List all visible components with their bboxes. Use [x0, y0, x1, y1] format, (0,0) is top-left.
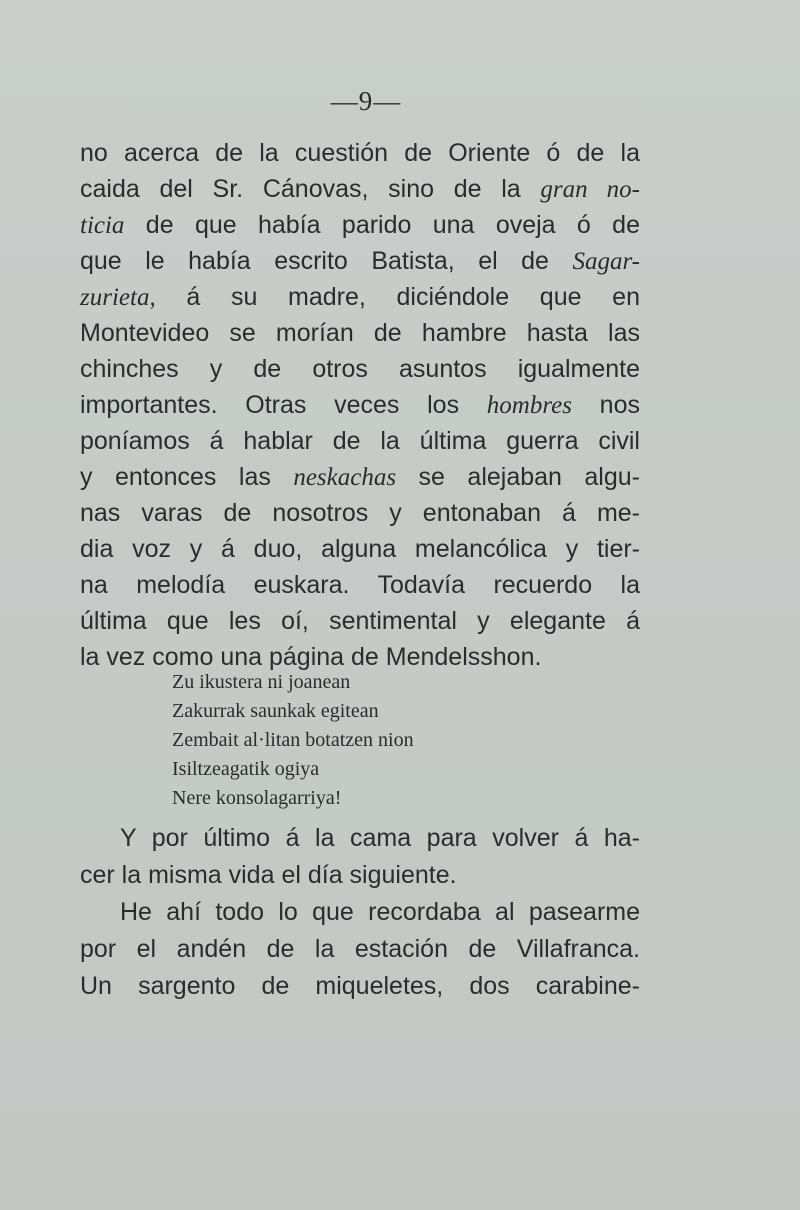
- text-segment: se alejaban algu-: [396, 463, 640, 491]
- text-line: He ahí todo lo que recordaba al pasearme: [120, 898, 640, 926]
- italic-text: Sagar-: [572, 248, 640, 275]
- italic-text: ticia: [80, 212, 125, 239]
- italic-text: zurieta,: [80, 284, 156, 311]
- verse-line: Zakurrak saunkak egitean: [172, 700, 379, 722]
- text-line: na melodía euskara. Todavía recuerdo la: [80, 571, 640, 599]
- text-line: por el andén de la estación de Villafranca.: [80, 935, 640, 963]
- text-segment: caida del Sr. Cánovas, sino de la: [80, 175, 541, 203]
- italic-text: gran no-: [540, 176, 640, 203]
- verse-line: Zembait al·litan botatzen nion: [172, 729, 414, 751]
- text-line: chinches y de otros asuntos igualmente: [80, 355, 640, 383]
- text-line: nas varas de nosotros y entonaban á me-: [80, 499, 640, 527]
- text-line: última que les oí, sentimental y elegante á: [80, 607, 640, 635]
- text-segment: de que había parido una oveja ó de: [124, 211, 640, 239]
- text-line: poníamos á hablar de la última guerra civil: [80, 427, 640, 455]
- text-line: Y por último á la cama para volver á ha-: [120, 824, 640, 852]
- verse-line: Isiltzeagatik ogiya: [172, 758, 320, 780]
- text-line: no acerca de la cuestión de Oriente ó de la: [80, 139, 640, 167]
- italic-text: neskachas: [293, 464, 397, 491]
- text-line: [80, 246, 640, 277]
- text-line: Un sargento de miqueletes, dos carabine-: [80, 972, 640, 1000]
- text-segment: que le había escrito Batista, el de: [80, 247, 573, 275]
- text-line: cer la misma vida el día siguiente.: [80, 861, 457, 889]
- text-line: [80, 174, 640, 205]
- text-line: [80, 462, 640, 493]
- text-segment: á su madre, diciéndole que en: [155, 283, 640, 311]
- text-line: [80, 210, 640, 241]
- text-segment: y entonces las: [80, 463, 294, 491]
- text-segment: nos: [571, 391, 640, 419]
- text-line: [80, 390, 640, 421]
- page-number: —9—: [330, 86, 402, 116]
- text-line: la vez como una página de Mendelsshon.: [80, 643, 542, 671]
- verse-line: Nere konsolagarriya!: [172, 787, 342, 809]
- text-line: Montevideo se morían de hambre hasta las: [80, 319, 640, 347]
- text-segment: importantes. Otras veces los: [80, 391, 487, 419]
- italic-text: hombres: [486, 392, 572, 419]
- text-line: dia voz y á duo, alguna melancólica y tier-: [80, 535, 640, 563]
- text-line: [80, 282, 640, 313]
- verse-line: Zu ikustera ni joanean: [172, 671, 351, 693]
